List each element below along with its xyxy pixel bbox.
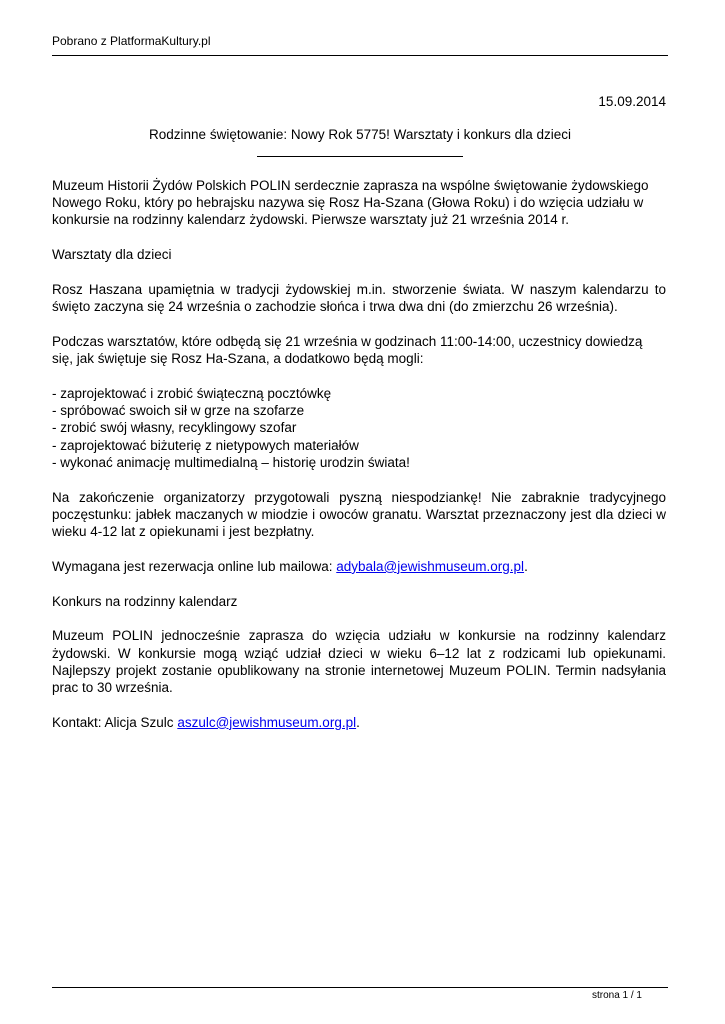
- reservation-paragraph: [52, 558, 666, 575]
- list-item: - zaprojektować i zrobić świąteczną pocztówkę: [52, 386, 332, 401]
- page-number: strona 1 / 1: [591, 990, 642, 1001]
- footer-divider: [52, 987, 668, 988]
- list-item: - wykonać animację multimedialną – historię urodzin świata!: [52, 454, 410, 470]
- list-item: - zaprojektować biżuterię z nietypowych materiałów: [52, 437, 359, 453]
- header-divider: [52, 55, 668, 56]
- title-underline: [257, 156, 463, 157]
- contest-paragraph: Muzeum POLIN jednocześnie zaprasza do wzięcia udziału w konkursie na rodzinny kalendarz żydowski. W konkursie mogą wziąć udział dzieci w wieku 6–12 lat z rodzicami lub opiekunami. Najlepszy projekt zostanie opublikowany na stronie internetowej Muzeum POLIN. Termin nadsyłania prac to 30 września.: [52, 628, 666, 696]
- reservation-text: Wymagana jest rezerwacja online lub mailowa:: [52, 558, 337, 574]
- list-item: - zrobić swój własny, recyklingowy szofar: [52, 420, 297, 436]
- source-header: Pobrano z PlatformaKultury.pl: [52, 34, 211, 48]
- workshops-paragraph-1: Rosz Haszana upamiętnia w tradycji żydowskiej m.in. stworzenie świata. W naszym kalendarzu to święto zaczyna się 24 września o zachodzie słońca i trwa dwa dni (do zmierzchu 26 września).: [52, 282, 666, 315]
- reservation-email-link[interactable]: adybala@jewishmuseum.org.pl: [336, 558, 525, 574]
- list-item: - spróbować swoich sił w grze na szofarze: [52, 403, 305, 419]
- article-date: 15.09.2014: [598, 94, 666, 109]
- reservation-end: .: [524, 558, 528, 574]
- contest-heading: Konkurs na rodzinny kalendarz: [52, 593, 238, 609]
- article-body: [52, 177, 666, 749]
- activities-list: [52, 385, 666, 471]
- article-title: Rodzinne świętowanie: Nowy Rok 5775! Warsztaty i konkurs dla dzieci: [149, 127, 571, 142]
- contact-end: .: [356, 714, 360, 730]
- workshops-paragraph-3: Na zakończenie organizatorzy przygotowali pyszną niespodziankę! Nie zabraknie tradycyjnego poczęstunku: jabłek maczanych w miodzie i owoców granatu. Warsztat przeznaczony jest dla dzieci w wieku 4-12 lat z opiekunami i jest bezpłatny.: [52, 489, 666, 540]
- intro-paragraph: Muzeum Historii Żydów Polskich POLIN serdecznie zaprasza na wspólne świętowanie żydowskiego Nowego Roku, który po hebrajsku nazywa się Rosz Ha-Szana (Głowa Roku) i do wzięcia udziału w konkursie na rodzinny kalendarz żydowski. Pierwsze warsztaty już 21 września 2014 r.: [52, 178, 649, 228]
- contact-email-link[interactable]: aszulc@jewishmuseum.org.pl: [177, 714, 357, 730]
- workshops-heading: Warsztaty dla dzieci: [52, 247, 172, 263]
- workshops-paragraph-2: Podczas warsztatów, które odbędą się 21 września w godzinach 11:00-14:00, uczestnicy dowiedzą się, jak świętuje się Rosz Ha-Szana, a dodatkowo będą mogli:: [52, 334, 643, 367]
- contact-paragraph: [52, 714, 666, 731]
- contact-text: Kontakt: Alicja Szulc: [52, 714, 178, 730]
